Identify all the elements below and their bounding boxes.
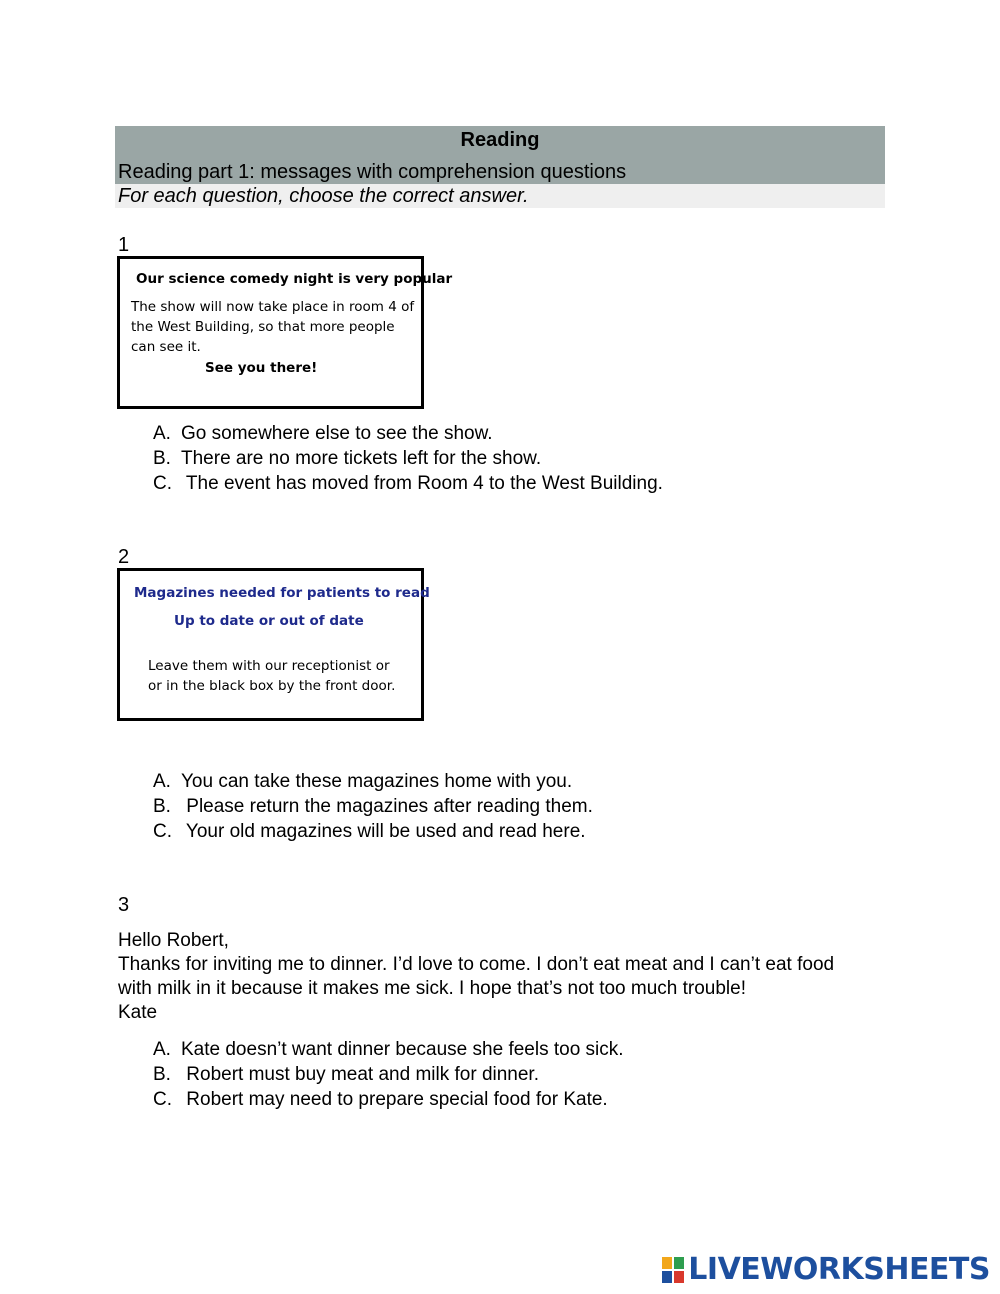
section-subtitle: Reading part 1: messages with comprehension questions [118,161,627,183]
option-letter: C. [153,473,172,494]
answer-option-b[interactable] [153,446,663,471]
notice-body-line: Leave them with our receptionist or [148,658,390,674]
answer-option-a[interactable] [153,769,593,794]
question-3-options [153,1037,624,1112]
option-letter: B. [153,1064,171,1085]
question-number: 1 [118,234,130,256]
notice-title: Our science comedy night is very popular [136,271,453,287]
answer-option-c[interactable] [153,819,593,844]
notice-body-line: or in the black box by the front door. [148,678,396,694]
option-text: Kate doesn’t want dinner because she feels too sick. [181,1039,624,1060]
option-text: Your old magazines will be used and read here. [181,821,586,842]
question-2-notice [117,568,430,721]
question-1-options [153,421,663,496]
section-title: Reading [460,129,540,151]
option-text: Robert may need to prepare special food for Kate. [181,1089,608,1110]
option-text: There are no more tickets left for the show. [181,448,542,469]
question-number: 2 [118,546,130,568]
option-letter: A. [153,771,171,792]
answer-option-c[interactable] [153,1087,624,1112]
notice-body: The show will now take place in room 4 of the West Building, so that more people can see it. [131,299,415,355]
answer-option-c[interactable] [153,471,663,496]
option-text: Robert must buy meat and milk for dinner. [181,1064,539,1085]
option-letter: C. [153,821,172,842]
liveworksheets-logo [662,1252,990,1287]
option-text: You can take these magazines home with you. [181,771,573,792]
message-body: Thanks for inviting me to dinner. I’d love to come. I don’t eat meat and I can’t eat food with milk in it because it makes me sick. I hope that’s not too much trouble! [118,954,835,999]
option-text: Go somewhere else to see the show. [181,423,493,444]
option-letter: A. [153,1039,171,1060]
message-greeting: Hello Robert, [118,930,229,951]
option-letter: B. [153,796,171,817]
answer-option-b[interactable] [153,794,593,819]
instruction-text: For each question, choose the correct answer. [118,185,529,207]
answer-option-a[interactable] [153,421,663,446]
notice-body [148,656,418,696]
question-2-options [153,769,593,844]
option-letter: C. [153,1089,172,1110]
option-text: Please return the magazines after reading them. [181,796,593,817]
option-text: The event has moved from Room 4 to the West Building. [181,473,663,494]
question-3-message [118,929,868,1025]
option-letter: B. [153,448,171,469]
notice-closing: See you there! [205,360,318,376]
question-number: 3 [118,894,130,916]
option-letter: A. [153,423,171,444]
notice-subheadline: Up to date or out of date [174,613,364,629]
message-signature: Kate [118,1002,158,1023]
notice-headline: Magazines needed for patients to read [134,585,430,601]
logo-text: LIVEWORKSHEETS [688,1252,990,1287]
answer-option-a[interactable] [153,1037,624,1062]
logo-mark-icon [662,1257,684,1283]
answer-option-b[interactable] [153,1062,624,1087]
question-1-notice [117,256,453,409]
